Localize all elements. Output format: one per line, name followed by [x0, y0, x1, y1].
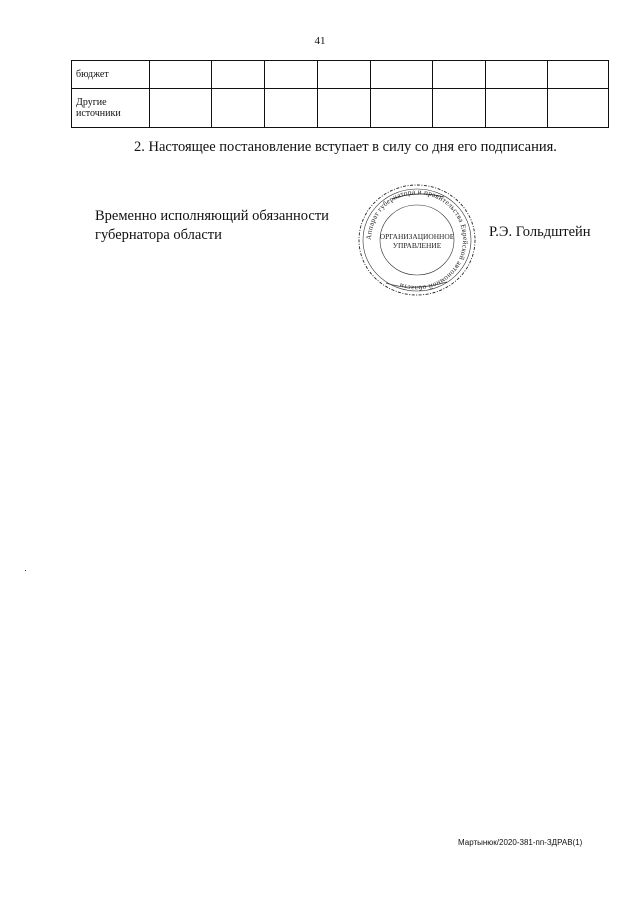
table-row — [72, 61, 609, 89]
table-cell — [318, 61, 371, 89]
scan-speck — [25, 570, 26, 571]
table-cell — [486, 61, 548, 89]
table-cell — [212, 89, 265, 128]
table-cell — [150, 89, 212, 128]
row-label-budget: бюджет — [72, 61, 150, 89]
document-code: Мартынюк/2020-381-пп-ЗДРАВ(1) — [458, 838, 583, 847]
table-cell — [548, 89, 609, 128]
official-seal — [352, 180, 482, 300]
table-cell — [265, 61, 318, 89]
table-cell — [548, 61, 609, 89]
signer-position-line: Временно исполняющий обязанности — [95, 208, 329, 224]
table-row — [72, 89, 609, 128]
table-cell — [150, 61, 212, 89]
row-label-line: Другие — [76, 97, 107, 108]
table-cell — [371, 61, 433, 89]
signer-position-line: губернатора области — [95, 227, 222, 243]
row-label-other-sources — [72, 89, 150, 128]
table-cell — [371, 89, 433, 128]
table-cell — [318, 89, 371, 128]
signer-name: Р.Э. Гольдштейн — [489, 224, 591, 240]
table-cell — [212, 61, 265, 89]
table-cell — [486, 89, 548, 128]
table-cell — [265, 89, 318, 128]
page-number: 41 — [314, 35, 326, 47]
table-cell — [433, 89, 486, 128]
signer-position — [95, 207, 329, 245]
seal-ring-text: Аппарат губернатора и правительства Еврейской автономной области — [364, 187, 470, 293]
row-label-line: источники — [76, 108, 121, 119]
financing-table — [71, 60, 609, 128]
seal-center-line: УПРАВЛЕНИЕ — [392, 241, 442, 250]
clause-text: 2. Настоящее постановление вступает в силу со дня его подписания. — [134, 139, 557, 155]
seal-center-line: ОРГАНИЗАЦИОННОЕ — [379, 232, 455, 241]
table-cell — [433, 61, 486, 89]
